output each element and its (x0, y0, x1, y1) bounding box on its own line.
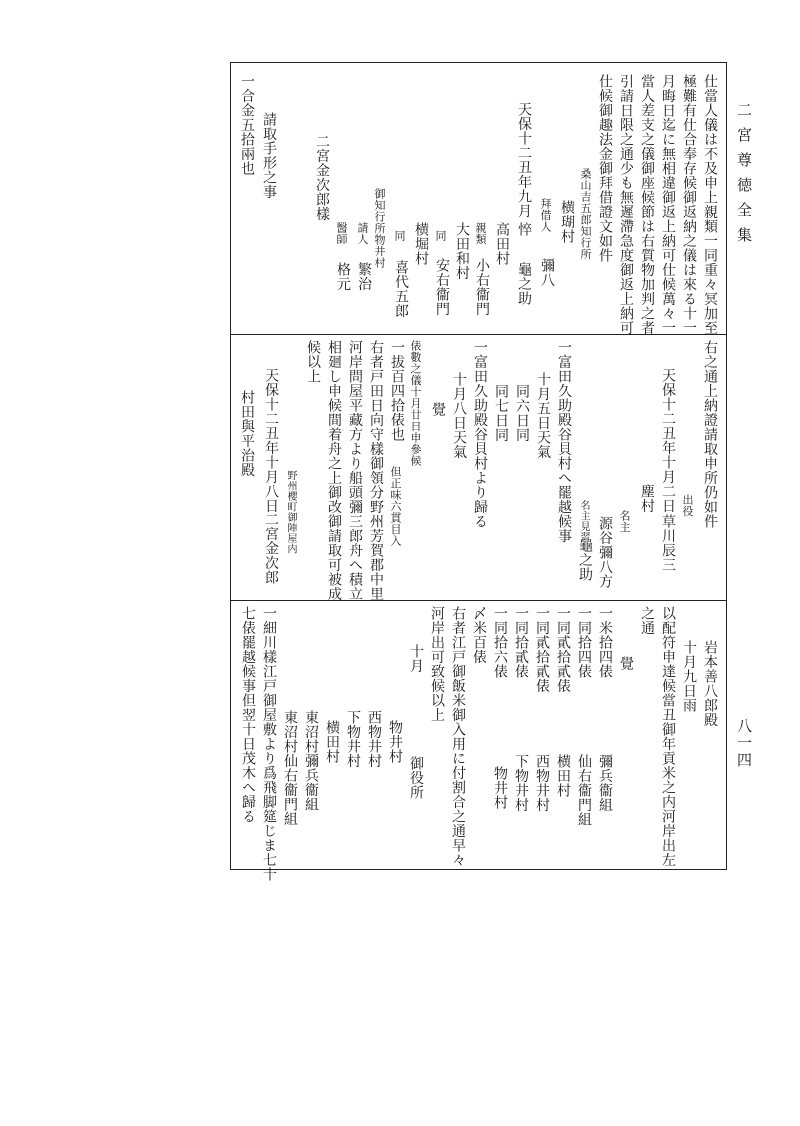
date-line: 天保十二丑年十月八日 (263, 368, 279, 513)
total-line: 〆米百俵 (471, 606, 487, 664)
village-name: 横堀村 (413, 222, 429, 266)
person-name: 龜之助 (577, 538, 593, 582)
role-label: 親類 (474, 222, 487, 245)
role-label: 拜借人 (539, 198, 552, 233)
date-line: 天保十二丑年十月二日 (660, 368, 676, 513)
book-title: 二宮尊徳全集 (735, 102, 753, 252)
text-line: 候以上 (305, 340, 321, 384)
page-number: 八一四 (735, 718, 753, 769)
village-name: 高田村 (494, 222, 510, 266)
text-line: 當人差支之儀御座候節は右質物加判之者 (639, 74, 655, 335)
person-name: 二宮金次郎 (263, 512, 279, 585)
role-label: 悴 (516, 222, 532, 237)
list-item: 一同貳拾貳俵 (534, 606, 550, 693)
person-name: 繁治 (356, 262, 372, 291)
list-item-group: 彌兵衞組 (597, 754, 613, 812)
role-label: 名主 (618, 510, 631, 533)
list-item: 一同拾四俵 (576, 606, 592, 679)
text-line: 七俵罷越候事但翌十日茂木へ歸る (240, 606, 256, 824)
role-label: 同 (393, 230, 406, 242)
list-item-group: 物井村 (492, 766, 508, 810)
date-line: 同七日同 (493, 384, 509, 442)
recipient-village: 東沼村仙右衞門組 (282, 710, 298, 826)
list-item: 一同貳拾貳俵 (555, 606, 571, 693)
village-name: 横瑚村 (559, 200, 575, 244)
addressee: 二宮金次郎樣 (314, 134, 330, 221)
date-line: 天保十二丑年九月 (516, 102, 532, 218)
text-line: 一富田久助殿谷貝村へ罷越候事 (556, 340, 572, 543)
date-line: 十月九日雨 (681, 640, 697, 713)
person-name: 安右衞門 (434, 258, 450, 316)
date-line: 十月 (408, 644, 424, 673)
role-label: 同 (434, 230, 447, 242)
text-line: 極難有仕合奉存候御返納之儀は來る十一 (681, 74, 697, 335)
text-line: 河岸問屋平藏方より船頭彌三郎舟へ積立 (347, 340, 363, 601)
text-line: 仕候御趣法金御拜借證文如件 (597, 74, 613, 263)
section-title: 覺 (430, 402, 446, 417)
list-item: 一同拾貳俵 (513, 606, 529, 679)
recipient-village: 東沼村彌兵衞組 (303, 710, 319, 812)
text-line: 月晦日迄に無相違御返上納可仕候萬々一 (660, 74, 676, 335)
list-item: 一米拾四俵 (597, 606, 613, 679)
location-label: 野州櫻町御陣屋内 (285, 470, 296, 554)
text-line: 一細川樣江戸御屋敷より爲飛脚筵じま七十 (261, 606, 277, 882)
section-title: 覺 (618, 656, 634, 671)
person-name: 格元 (335, 262, 351, 291)
role-label: 醫師 (335, 222, 348, 245)
date-line: 同六日同 (514, 384, 530, 442)
person-name: 源谷彌八方 (597, 516, 613, 589)
list-item-group: 横田村 (555, 754, 571, 798)
text-line: 一拔百四拾俵也 (389, 340, 405, 442)
recipient-village: 物井村 (387, 720, 403, 764)
list-item-group: 仙右衞門組 (576, 754, 592, 827)
text-line: 一富田久助殿谷貝村より歸る (472, 340, 488, 529)
list-item: 一同拾六俵 (492, 606, 508, 679)
person-name: 喜代五郎 (393, 260, 409, 318)
addressee: 岩本善八郎殿 (702, 640, 718, 727)
recipient-village: 下物井村 (345, 710, 361, 768)
recipient-village: 西物井村 (366, 710, 382, 768)
person-name: 小右衞門 (474, 258, 490, 316)
village-name: 塵村 (639, 484, 655, 513)
text-line: 相廻し申候間着舟之上御改御請取可被成 (326, 340, 342, 601)
fief-name: 御知行所物井村 (373, 188, 386, 269)
list-item-group: 西物井村 (534, 754, 550, 812)
section-divider-lower (230, 600, 727, 601)
role-label: 請人 (356, 222, 369, 245)
role-label: 名主見習 (578, 500, 589, 542)
text-line: 一合金五拾兩也 (239, 74, 255, 176)
list-item-group: 下物井村 (513, 754, 529, 812)
text-line: 河岸出可致候以上 (429, 606, 445, 722)
section-title: 請取手形之事 (261, 112, 277, 199)
office-label: 御役所 (408, 756, 424, 800)
text-line: 右之通上納證請取申所仍如件 (702, 340, 718, 529)
text-line: 之通 (639, 606, 655, 635)
date-line: 十月八日天氣 (451, 372, 467, 459)
note-line: 俵數之儀十月廿日申參候 (409, 340, 422, 467)
person-name: 彌八 (539, 258, 555, 287)
text-line: 以配符申達候當丑御年貢米之内河岸出左 (660, 606, 676, 867)
text-line: 引請日限之通少も無遲滯急度御返上納可 (618, 74, 634, 335)
village-name: 大田和村 (454, 222, 470, 280)
person-name: 草川辰三 (660, 514, 676, 572)
recipient-village: 横田村 (324, 720, 340, 764)
addressee: 村田與平治殿 (239, 390, 255, 477)
fief-name: 桑山吉五郎知行所 (579, 168, 592, 260)
text-line: 仕當人儀は不及申上親類一同重々冥加至 (702, 74, 718, 335)
role-label: 出役 (681, 494, 694, 517)
person-name: 龜之助 (516, 262, 532, 306)
text-line: 右者江戸御飯米御入用に付割合之通早々 (450, 606, 466, 867)
date-line: 十月五日天氣 (535, 372, 551, 459)
text-line: 右者戸田日向守樣御領分野州芳賀郡中里 (368, 340, 384, 601)
note-line: 但正味六貫目入 (389, 466, 402, 547)
